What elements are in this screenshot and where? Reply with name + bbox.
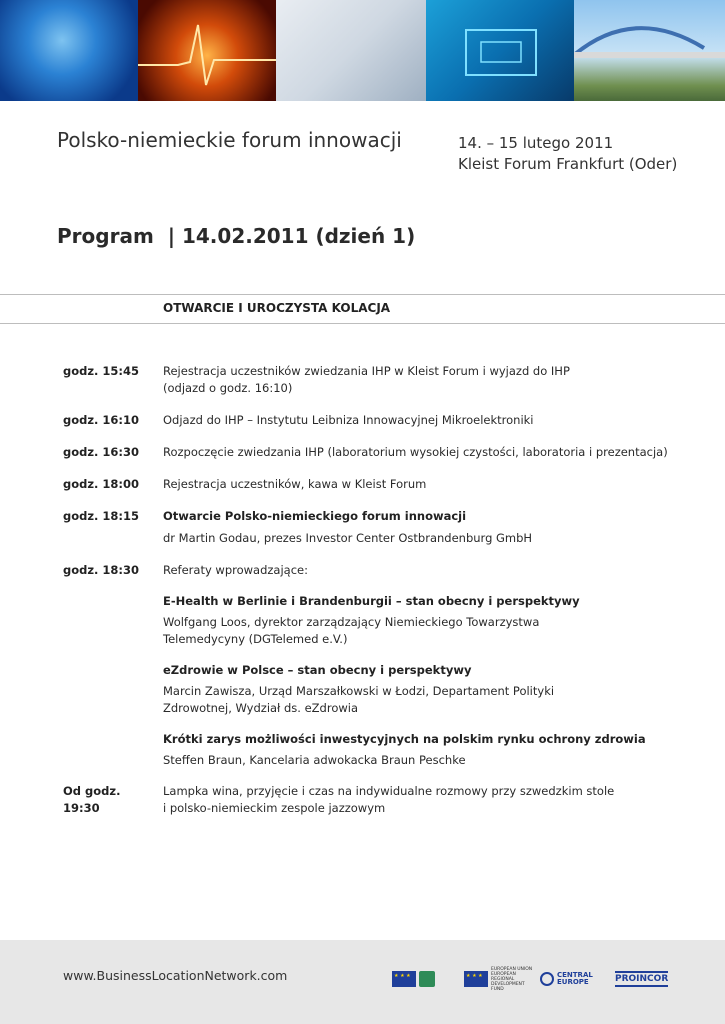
event-location: Kleist Forum Frankfurt (Oder) <box>458 155 678 173</box>
talk-title: E-Health w Berlinie i Brandenburgii – stan obecny i perspektywy <box>163 594 580 608</box>
talk-speaker: Wolfgang Loos, dyrektor zarządzający Niemieckiego Towarzystwa <box>163 615 540 629</box>
program-title: Program | 14.02.2011 (dzień 1) <box>57 224 416 248</box>
schedule-description: Rejestracja uczestników zwiedzania IHP w Kleist Forum i wyjazd do IHP (odjazd o godz. 16:10) <box>163 364 570 395</box>
schedule-description: Odjazd do IHP – Instytutu Leibniza Innowacyjnej Mikroelektroniki <box>163 413 534 427</box>
schedule-time: godz. 18:15 <box>63 509 140 523</box>
eu-flag-logo <box>392 964 435 994</box>
eu-flag-icon <box>464 971 488 987</box>
banner-image-circuit <box>426 0 574 101</box>
schedule-description: Otwarcie Polsko-niemieckiego forum innowacji dr Martin Godau, prezes Investor Center Ostbrandenburg GmbH <box>163 508 683 547</box>
schedule-description: Rozpoczęcie zwiedzania IHP (laboratorium wysokiej czystości, laboratoria i prezentacja) <box>163 445 668 459</box>
session-title: Otwarcie Polsko-niemieckiego forum innowacji <box>163 509 467 523</box>
schedule-row <box>63 783 683 817</box>
banner-image-lab <box>276 0 426 101</box>
talk-speaker: Zdrowotnej, Wydział ds. eZdrowia <box>163 701 359 715</box>
talk <box>63 593 683 648</box>
talk-speaker: Steffen Braun, Kancelaria adwokacka Braun Peschke <box>163 753 466 767</box>
schedule-time: godz. 16:30 <box>63 445 140 459</box>
schedule-row <box>63 562 683 579</box>
central-europe-logo: CENTRAL EUROPE <box>540 964 593 994</box>
eu-flag-icon <box>392 971 416 987</box>
banner-image-heartbeat <box>138 0 276 101</box>
eu-erdf-logo: ★ ★ ★ EUROPEAN UNION EUROPEAN REGIONAL DEVELOPMENT FUND <box>464 964 532 994</box>
banner-image-bridge <box>574 0 725 101</box>
schedule-row <box>63 476 683 493</box>
talk-title: Krótki zarys możliwości inwestycyjnych na polskim rynku ochrony zdrowia <box>163 732 646 746</box>
section-heading: OTWARCIE I UROCZYSTA KOLACJA <box>163 301 391 315</box>
footer-website-link[interactable]: www.BusinessLocationNetwork.com <box>63 968 288 983</box>
event-date: 14. – 15 lutego 2011 <box>458 134 614 152</box>
schedule <box>63 363 683 817</box>
footer <box>0 940 725 1024</box>
divider <box>0 323 725 324</box>
schedule-row <box>63 508 683 547</box>
talk-speaker: Marcin Zawisza, Urząd Marszałkowski w Łodzi, Departament Polityki <box>163 684 555 698</box>
proincor-logo: PROINCOR <box>615 964 668 994</box>
talk-speaker: Telemedycyny (DGTelemed e.V.) <box>163 632 348 646</box>
event-date-location <box>458 133 677 175</box>
header-banner <box>0 0 725 101</box>
schedule-time: godz. 18:30 <box>63 563 140 577</box>
divider <box>0 294 725 295</box>
talk-title: eZdrowie w Polsce – stan obecny i perspektywy <box>163 663 472 677</box>
banner-image-head <box>0 0 138 101</box>
schedule-time: Od godz. 19:30 <box>63 784 121 815</box>
schedule-time: godz. 16:10 <box>63 413 140 427</box>
schedule-description: Referaty wprowadzające: <box>163 563 308 577</box>
schedule-description: Lampka wina, przyjęcie i czas na indywidualne rozmowy przy szwedzkim stole i polsko-niemieckim zespole jazzowym <box>163 784 615 815</box>
schedule-row <box>63 363 683 397</box>
schedule-row <box>63 444 683 461</box>
forum-title: Polsko-niemieckie forum innowacji <box>57 128 402 152</box>
schedule-row <box>63 412 683 429</box>
schedule-time: godz. 18:00 <box>63 477 140 491</box>
central-europe-ring-icon <box>540 972 554 986</box>
talk <box>63 662 683 717</box>
schedule-description: Rejestracja uczestników, kawa w Kleist Forum <box>163 477 427 491</box>
talk <box>63 731 683 769</box>
schedule-time: godz. 15:45 <box>63 364 140 378</box>
partner-emblem-icon <box>419 971 435 987</box>
